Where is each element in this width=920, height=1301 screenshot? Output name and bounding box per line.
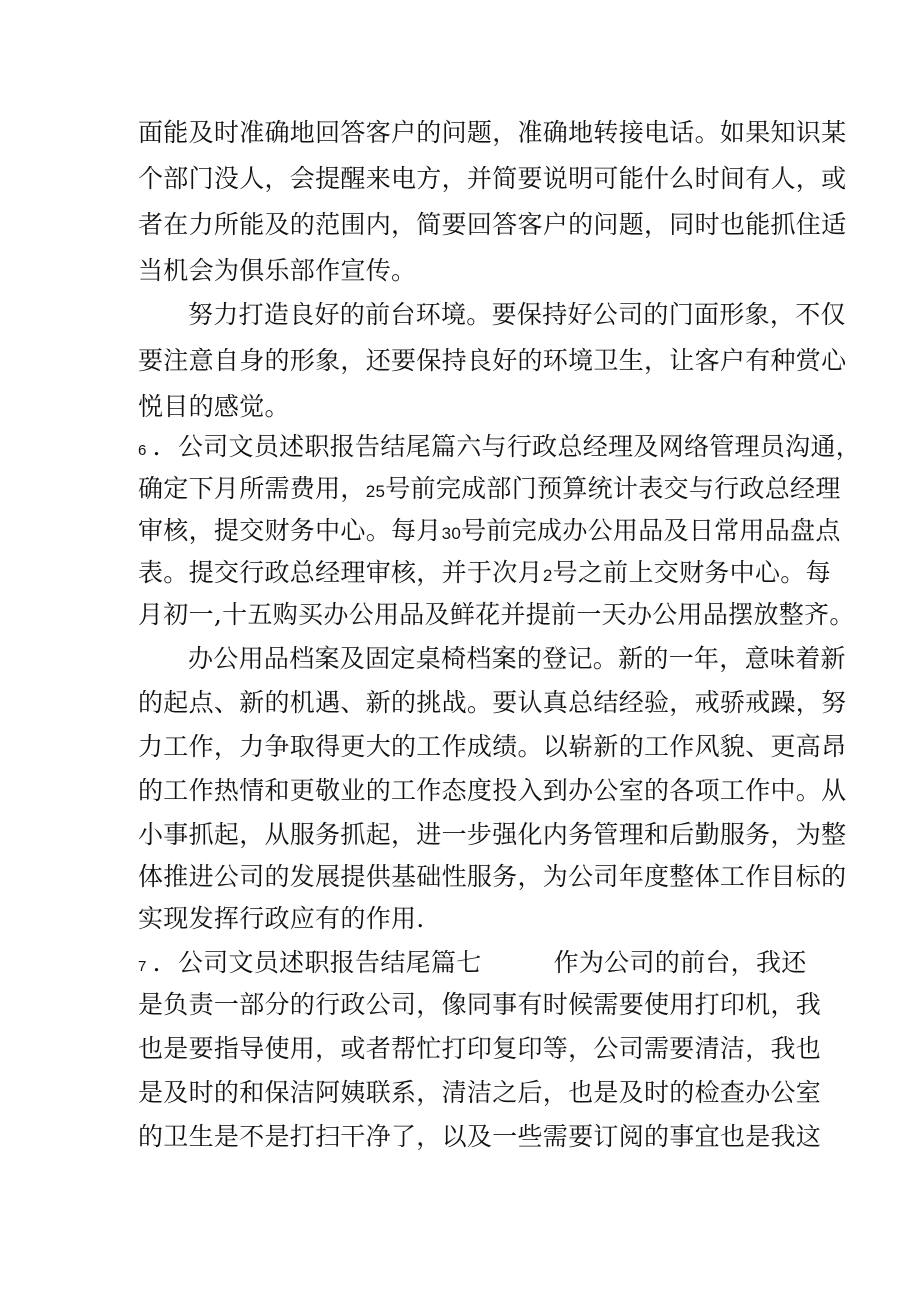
inline-number: 2 <box>542 566 553 585</box>
text-line: 的起点、新的机遇、新的挑战。要认真总结经验，戒骄戒躁，努 <box>138 688 847 717</box>
text-line: 力工作，力争取得更大的工作成绩。以崭新的工作风貌、更高昂 <box>138 732 847 761</box>
text-line: 也是要指导使用，或者帮忙打印复印等，公司需要清洁，我也 <box>138 1034 822 1063</box>
text-line: 努力打造良好的前台环境。要保持好公司的门面形象，不仅 <box>188 300 846 329</box>
text-line: 办公用品档案及固定桌椅档案的登记。新的一年，意味着新 <box>188 644 846 673</box>
item-number: 7 <box>138 958 147 975</box>
text-line: 的卫生是不是打扫干净了，以及一些需要订阅的事宜也是我这 <box>138 1122 822 1151</box>
item-heading-text: ．公司文员述职报告结尾篇七 <box>152 948 482 977</box>
text-segment: 号前完成办公用品及日常用品盘点 <box>461 516 841 545</box>
text-line: 月初一,十五购买办公用品及鲜花并提前一天办公用品摆放整齐。 <box>138 600 855 629</box>
text-segment: 确定下月所需费用， <box>138 474 366 503</box>
text-line: 体推进公司的发展提供基础性服务，为公司年度整体工作目标的 <box>138 862 847 891</box>
text-line: 小事抓起，从服务抓起，进一步强化内务管理和后勤服务，为整 <box>138 820 847 849</box>
text-segment: 审核，提交财务中心。每月 <box>138 516 442 545</box>
text-line: 的工作热情和更敬业的工作态度投入到办公室的各项工作中。从 <box>138 776 847 805</box>
text-line <box>138 948 807 982</box>
item-number: 6 <box>138 442 147 459</box>
text-line: 实现发挥行政应有的作用. <box>138 904 425 933</box>
text-line: 悦目的感觉。 <box>138 392 290 421</box>
text-line: 是负责一部分的行政公司，像同事有时候需要使用打印机，我 <box>138 990 822 1019</box>
inline-number: 25 <box>365 482 386 501</box>
item-heading-text: ．公司文员述职报告结尾篇六与行政总经理及网络管理员沟通， <box>152 432 862 461</box>
text-line: 面能及时准确地回答客户的问题，准确地转接电话。如果知识某 <box>138 118 847 147</box>
text-segment: 作为公司的前台，我还 <box>553 948 807 977</box>
text-segment: 号前完成部门预算统计表交与行政总经理 <box>385 474 841 503</box>
text-line: 要注意自身的形象，还要保持良好的环境卫生，让客户有种赏心 <box>138 346 847 375</box>
text-line: 当机会为俱乐部作宣传。 <box>138 256 417 285</box>
inline-number: 30 <box>441 524 462 543</box>
text-line: 个部门没人，会提醒来电方，并简要说明可能什么时间有人，或 <box>138 164 847 193</box>
text-line <box>138 432 861 466</box>
text-line <box>138 516 841 549</box>
text-line <box>138 558 831 591</box>
text-line: 者在力所能及的范围内，简要回答客户的问题，同时也能抓住适 <box>138 210 847 239</box>
text-segment: 号之前上交财务中心。每 <box>552 558 831 587</box>
text-segment: 表。提交行政总经理审核，并于次月 <box>138 558 543 587</box>
text-line: 是及时的和保洁阿姨联系，清洁之后，也是及时的检查办公室 <box>138 1078 822 1107</box>
text-line <box>138 474 841 507</box>
